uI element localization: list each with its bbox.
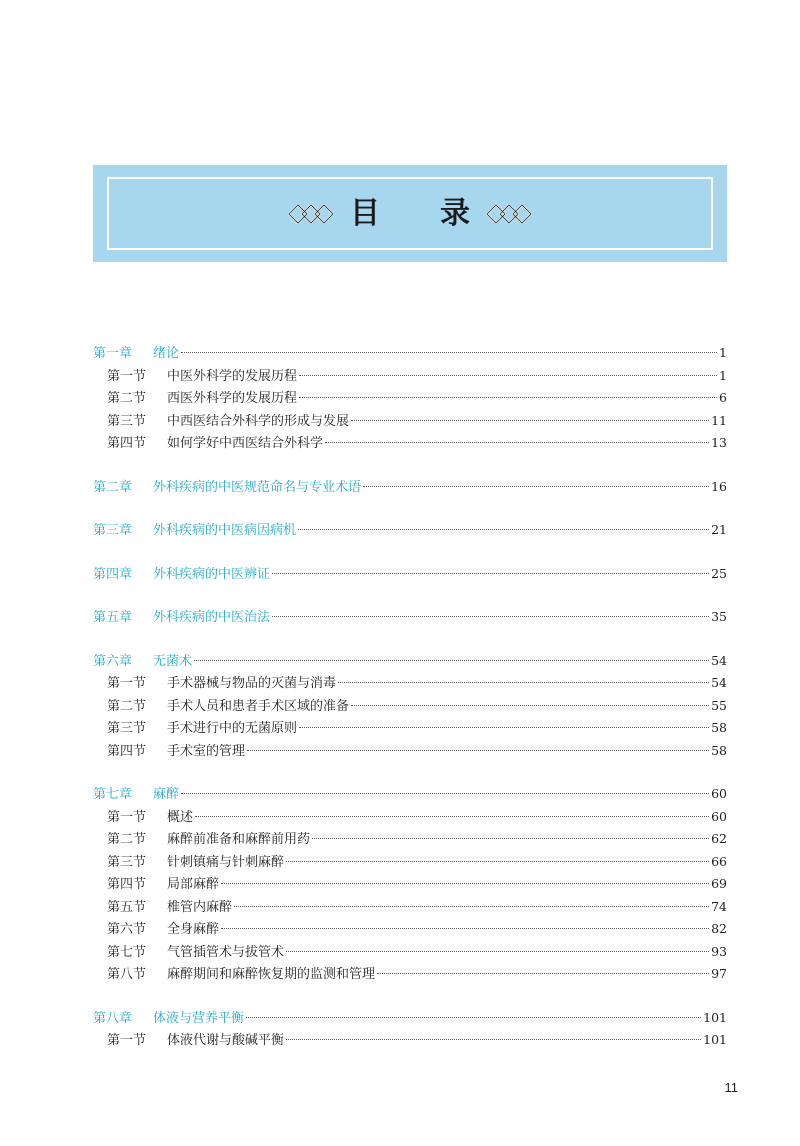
toc-chapter-entry[interactable]	[93, 783, 727, 806]
section-number: 第三节	[107, 413, 147, 429]
section-title: 体液代谢与酸碱平衡	[167, 1033, 285, 1048]
section-page-number: 93	[711, 943, 727, 959]
dot-leader	[363, 486, 709, 487]
toc-chapter-entry[interactable]	[93, 1007, 727, 1030]
section-number: 第二节	[107, 698, 147, 714]
section-number: 第五节	[107, 899, 147, 915]
section-page-number: 55	[711, 697, 727, 713]
chapter-number: 第四章	[93, 566, 133, 582]
chapter-number: 第一章	[93, 346, 133, 361]
toc-section-entry[interactable]	[93, 851, 727, 874]
section-page-number: 69	[711, 876, 727, 891]
chapter-title: 外科疾病的中医规范命名与专业术语	[153, 479, 362, 495]
section-number: 第七节	[107, 944, 147, 960]
toc-section-entry[interactable]	[93, 387, 727, 410]
chapter-page-number: 54	[711, 652, 727, 668]
toc-section-entry[interactable]	[93, 873, 727, 896]
section-number: 第三节	[107, 854, 147, 870]
chapter-number: 第六章	[93, 653, 133, 669]
dot-leader	[299, 727, 709, 728]
chapter-title: 麻醉	[153, 787, 180, 802]
section-number: 第一节	[107, 809, 147, 825]
dot-leader	[377, 973, 709, 974]
chapter-number: 第三章	[93, 523, 133, 538]
chapter-title: 绪论	[153, 346, 180, 361]
section-number: 第四节	[107, 436, 147, 451]
dot-leader	[286, 951, 709, 952]
section-page-number: 60	[711, 808, 727, 824]
table-of-contents	[93, 342, 727, 1052]
toc-section-entry[interactable]	[93, 963, 727, 986]
dot-leader	[221, 928, 709, 929]
chapter-page-number: 35	[711, 609, 727, 624]
toc-section-entry[interactable]	[93, 365, 727, 388]
section-number: 第四节	[107, 743, 147, 759]
dot-leader	[351, 705, 709, 706]
toc-section-entry[interactable]	[93, 740, 727, 763]
toc-chapter-entry[interactable]	[93, 606, 727, 629]
toc-chapter-entry[interactable]	[93, 519, 727, 542]
chapter-page-number: 25	[711, 565, 727, 581]
toc-section-entry[interactable]	[93, 695, 727, 718]
dot-leader	[351, 420, 709, 421]
toc-section-entry[interactable]	[93, 941, 727, 964]
dot-leader	[194, 660, 709, 661]
section-page-number: 58	[711, 742, 727, 758]
toc-section-entry[interactable]	[93, 828, 727, 851]
dot-leader	[325, 442, 709, 443]
toc-section-entry[interactable]	[93, 896, 727, 919]
chapter-page-number: 60	[711, 786, 727, 801]
section-page-number: 66	[711, 853, 727, 869]
dot-leader	[299, 375, 717, 376]
chapter-title: 体液与营养平衡	[153, 1010, 245, 1026]
section-title: 中西医结合外科学的形成与发展	[167, 413, 350, 429]
toc-chapter-entry[interactable]	[93, 650, 727, 673]
toc-chapter-entry[interactable]	[93, 563, 727, 586]
section-page-number: 13	[711, 435, 727, 450]
section-title: 手术人员和患者手术区域的准备	[167, 698, 350, 714]
section-number: 第一节	[107, 1033, 147, 1048]
section-title: 气管插管术与拔管术	[167, 944, 285, 960]
toc-title-banner	[93, 165, 727, 262]
dot-leader	[272, 616, 709, 617]
toc-chapter-entry[interactable]	[93, 476, 727, 499]
dot-leader	[246, 1017, 701, 1018]
dot-leader	[181, 352, 717, 353]
section-title: 全身麻醉	[167, 922, 220, 937]
section-title: 针刺镇痛与针刺麻醉	[167, 854, 285, 870]
toc-section-entry[interactable]	[93, 918, 727, 941]
section-title: 手术器械与物品的灭菌与消毒	[167, 676, 337, 691]
section-title: 局部麻醉	[167, 877, 220, 892]
title-char-1: 目	[350, 195, 380, 231]
dot-leader	[247, 750, 709, 751]
section-page-number: 54	[711, 675, 727, 690]
dot-leader	[234, 906, 709, 907]
chapter-page-number: 16	[711, 478, 727, 494]
section-title: 麻醉前准备和麻醉前用药	[167, 832, 311, 847]
section-number: 第八节	[107, 967, 147, 982]
chapter-title: 外科疾病的中医辨证	[153, 566, 271, 582]
chapter-page-number: 1	[719, 345, 727, 360]
section-page-number: 6	[719, 390, 727, 405]
section-number: 第一节	[107, 368, 147, 384]
section-page-number: 62	[711, 831, 727, 846]
section-title: 椎管内麻醉	[167, 899, 233, 915]
diamond-ornament-right-icon	[484, 203, 534, 225]
dot-leader	[298, 529, 709, 530]
section-number: 第四节	[107, 877, 147, 892]
dot-leader	[272, 573, 709, 574]
dot-leader	[286, 1039, 701, 1040]
section-page-number: 101	[703, 1032, 727, 1047]
toc-section-entry[interactable]	[93, 1029, 727, 1052]
toc-title	[350, 195, 470, 231]
dot-leader	[181, 793, 709, 794]
chapter-title: 无菌术	[153, 653, 193, 669]
section-title: 西医外科学的发展历程	[167, 391, 298, 406]
section-number: 第六节	[107, 922, 147, 937]
dot-leader	[338, 682, 709, 683]
chapter-page-number: 101	[703, 1009, 727, 1025]
page-number: 11	[724, 1080, 738, 1095]
chapter-number: 第五章	[93, 610, 133, 625]
section-page-number: 82	[711, 921, 727, 936]
toc-title-frame	[107, 177, 713, 250]
toc-chapter-entry[interactable]	[93, 342, 727, 365]
section-number: 第二节	[107, 391, 147, 406]
section-title: 麻醉期间和麻醉恢复期的监测和管理	[167, 967, 376, 982]
section-title: 手术进行中的无菌原则	[167, 721, 298, 736]
chapter-number: 第八章	[93, 1010, 133, 1026]
chapter-number: 第二章	[93, 479, 133, 495]
title-char-2: 录	[440, 195, 470, 231]
toc-section-entry[interactable]	[93, 410, 727, 433]
chapter-title: 外科疾病的中医治法	[153, 610, 271, 625]
section-number: 第一节	[107, 676, 147, 691]
section-number: 第二节	[107, 832, 147, 847]
diamond-ornament-left-icon	[286, 203, 336, 225]
section-title: 如何学好中西医结合外科学	[167, 436, 324, 451]
section-title: 概述	[167, 809, 194, 825]
section-title: 中医外科学的发展历程	[167, 368, 298, 384]
dot-leader	[195, 816, 709, 817]
section-title: 手术室的管理	[167, 743, 246, 759]
chapter-number: 第七章	[93, 787, 133, 802]
dot-leader	[221, 883, 709, 884]
toc-section-entry[interactable]	[93, 672, 727, 695]
section-page-number: 97	[711, 966, 727, 981]
toc-section-entry[interactable]	[93, 717, 727, 740]
dot-leader	[312, 838, 709, 839]
section-page-number: 1	[719, 367, 727, 383]
section-page-number: 11	[711, 412, 727, 428]
toc-section-entry[interactable]	[93, 432, 727, 455]
section-page-number: 58	[711, 720, 727, 735]
toc-section-entry[interactable]	[93, 806, 727, 829]
section-number: 第三节	[107, 721, 147, 736]
chapter-page-number: 21	[711, 522, 727, 537]
section-page-number: 74	[711, 898, 727, 914]
chapter-title: 外科疾病的中医病因病机	[153, 523, 297, 538]
dot-leader	[299, 397, 717, 398]
dot-leader	[286, 861, 709, 862]
